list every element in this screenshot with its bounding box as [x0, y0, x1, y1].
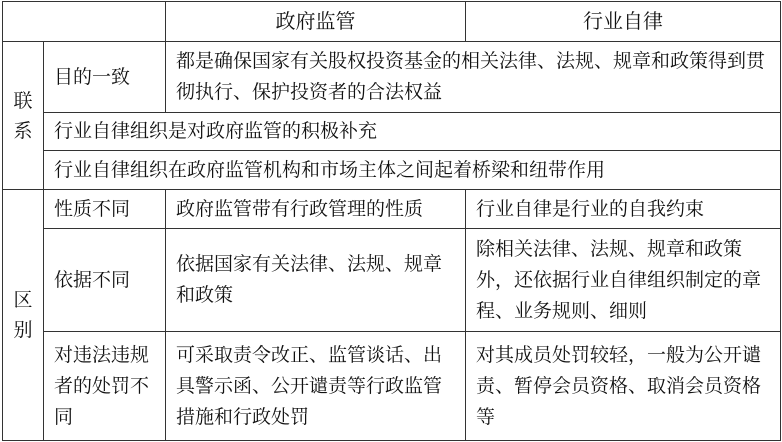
relation-group-label [3, 42, 44, 190]
relation-complement-text: 行业自律组织是对政府监管的积极补充 [44, 113, 781, 151]
relation-purpose-label: 目的一致 [44, 42, 166, 113]
header-self-regulation: 行业自律 [466, 2, 781, 42]
relation-row-bridge [3, 151, 781, 190]
difference-row-basis [3, 229, 781, 332]
difference-label-char-2: 别 [13, 319, 33, 341]
difference-row-penalty [3, 332, 781, 441]
table-header-row [3, 2, 781, 42]
relation-label-char-2: 系 [13, 119, 33, 142]
difference-nature-gov: 政府监管带有行政管理的性质 [166, 190, 466, 229]
difference-nature-self: 行业自律是行业的自我约束 [466, 190, 781, 229]
difference-basis-label: 依据不同 [44, 229, 166, 332]
difference-group-label [3, 190, 44, 441]
relation-bridge-text: 行业自律组织在政府监管机构和市场主体之间起着桥梁和纽带作用 [44, 151, 781, 190]
relation-row-purpose [3, 42, 781, 113]
difference-row-nature [3, 190, 781, 229]
header-gov-regulation: 政府监管 [166, 2, 466, 42]
difference-label-char-1: 区 [13, 289, 33, 311]
relation-row-complement [3, 113, 781, 151]
difference-basis-gov: 依据国家有关法律、法规、规章和政策 [166, 229, 466, 332]
difference-nature-label: 性质不同 [44, 190, 166, 229]
comparison-table [2, 1, 781, 441]
difference-penalty-self: 对其成员处罚较轻，一般为公开谴责、暂停会员资格、取消会员资格等 [466, 332, 781, 441]
header-blank-cell [3, 2, 166, 42]
relation-purpose-text: 都是确保国家有关股权投资基金的相关法律、法规、规章和政策得到贯彻执行、保护投资者的合法权益 [166, 42, 781, 113]
difference-basis-self: 除相关法律、法规、规章和政策外，还依据行业自律组织制定的章程、业务规则、细则 [466, 229, 781, 332]
difference-penalty-label: 对违法违规者的处罚不同 [44, 332, 166, 441]
difference-penalty-gov: 可采取责令改正、监管谈话、出具警示函、公开谴责等行政监管措施和行政处罚 [166, 332, 466, 441]
relation-label-char-1: 联 [13, 89, 33, 112]
